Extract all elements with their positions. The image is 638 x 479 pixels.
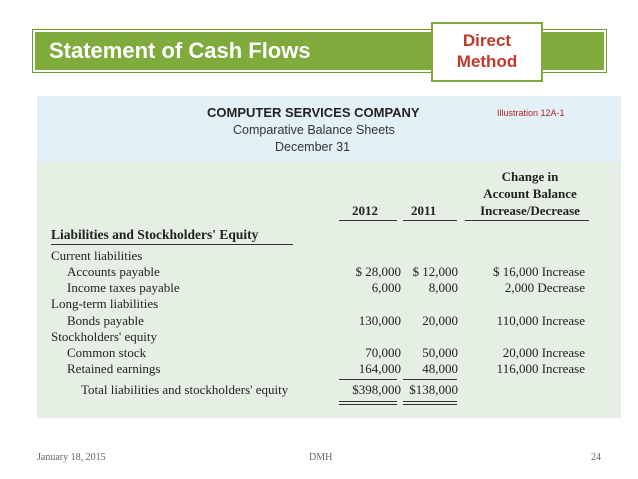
row-label: Long-term liabilities (51, 296, 159, 311)
statement-subtitle: Comparative Balance Sheets (233, 123, 395, 137)
column-header-2012: 2012 (352, 203, 378, 218)
value-2012: 70,000 (365, 345, 401, 360)
value-change: $ 16,000 Increase (492, 264, 585, 279)
table-row (37, 248, 621, 264)
illustration-label: Illustration 12A-1 (497, 108, 565, 118)
section-title-underline (51, 244, 293, 245)
footer-author: DMH (309, 452, 333, 463)
table-row (37, 329, 621, 345)
double-rule-2012 (339, 401, 397, 405)
table-row (37, 264, 621, 280)
total-2011: $138,000 (409, 382, 458, 397)
value-2012: 6,000 (371, 280, 401, 295)
footer-date: January 18, 2015 (37, 452, 106, 463)
table-row (37, 313, 621, 329)
change-header-line-1: Change in (501, 169, 559, 184)
table-row (37, 296, 621, 312)
value-change: 116,000 Increase (496, 361, 585, 376)
value-2011: $ 12,000 (412, 264, 458, 279)
statement-header (37, 96, 621, 162)
value-2011: 8,000 (428, 280, 458, 295)
total-row (37, 382, 621, 398)
company-name: COMPUTER SERVICES COMPANY (207, 105, 420, 120)
row-label: Current liabilities (51, 248, 143, 263)
row-label: Accounts payable (67, 264, 160, 279)
table-row (37, 361, 621, 377)
section-title: Liabilities and Stockholders' Equity (51, 227, 259, 242)
slide-title: Statement of Cash Flows (49, 38, 311, 63)
value-2012: $ 28,000 (355, 264, 401, 279)
header-rule-change (465, 220, 589, 221)
subtotal-rule-2012 (339, 379, 397, 380)
column-header-2011: 2011 (411, 203, 437, 218)
row-label: Stockholders' equity (51, 329, 157, 344)
value-2011: 50,000 (422, 345, 458, 360)
value-change: 110,000 Increase (496, 313, 585, 328)
subtotal-rule-2011 (403, 379, 457, 380)
total-2012: $398,000 (352, 382, 401, 397)
method-line-1: Direct (462, 31, 512, 50)
table-row (37, 280, 621, 296)
row-label: Bonds payable (67, 313, 144, 328)
double-rule-2011 (403, 401, 457, 405)
value-change: 2,000 Decrease (504, 280, 585, 295)
value-2012: 130,000 (358, 313, 401, 328)
total-label: Total liabilities and stockholders' equity (81, 382, 289, 397)
header-rule-2011 (403, 220, 457, 221)
header-rule-2012 (339, 220, 397, 221)
row-label: Retained earnings (67, 361, 161, 376)
row-label: Common stock (67, 345, 147, 360)
table-row (37, 345, 621, 361)
value-2012: 164,000 (358, 361, 401, 376)
method-line-2: Method (456, 52, 518, 71)
change-header-line-2: Account Balance (483, 186, 577, 201)
method-badge (431, 22, 543, 82)
footer-page-number: 24 (591, 452, 601, 463)
change-header-line-3: Increase/Decrease (480, 203, 580, 218)
value-2011: 48,000 (422, 361, 458, 376)
statement-date: December 31 (275, 140, 351, 154)
row-label: Income taxes payable (67, 280, 180, 295)
value-2011: 20,000 (422, 313, 458, 328)
value-change: 20,000 Increase (502, 345, 585, 360)
balance-sheet-panel (37, 96, 621, 418)
